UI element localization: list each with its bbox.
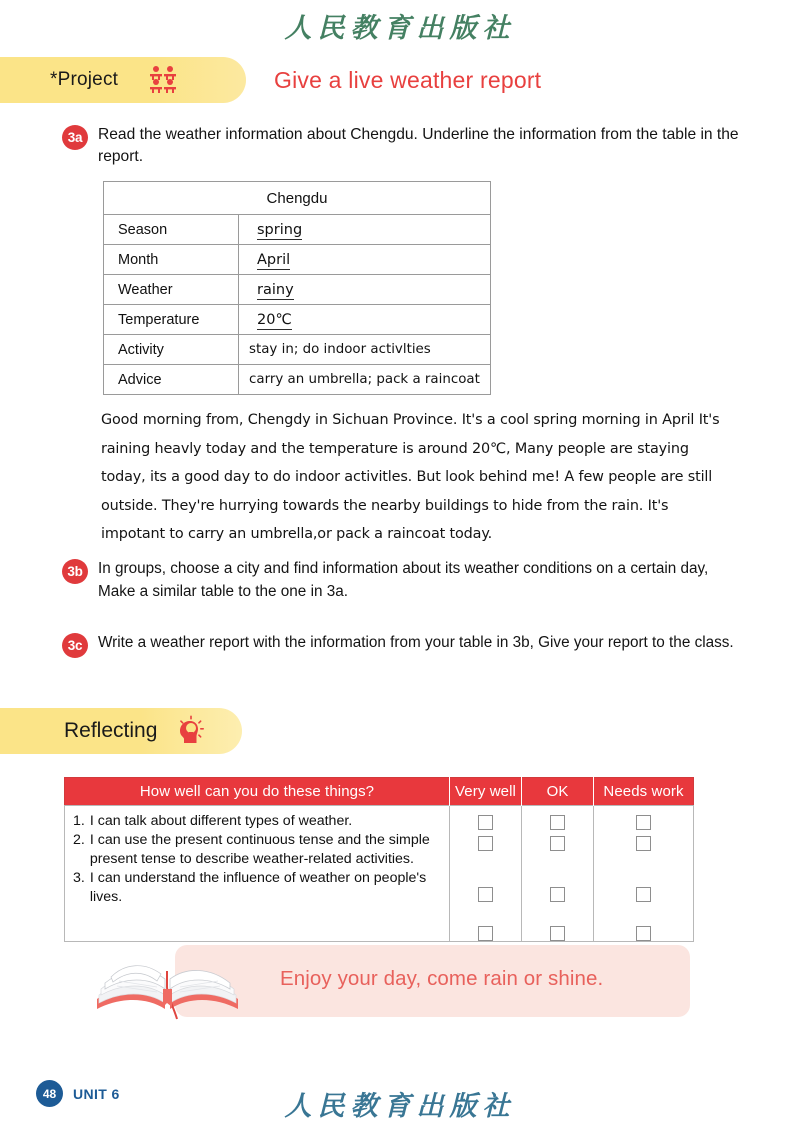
row-value: rainy xyxy=(239,275,491,305)
reflecting-label: Reflecting xyxy=(64,719,158,742)
head-lightbulb-icon xyxy=(175,715,205,747)
quote-text: Enjoy your day, come rain or shine. xyxy=(280,967,604,990)
row-value: stay in; do indoor activlties xyxy=(239,335,491,365)
checkbox-column-very-well xyxy=(450,806,522,942)
table-row xyxy=(104,335,491,365)
weather-report-paragraph: Good morning from, Chengdy in Sichuan Province. It's a cool spring morning in April It's raining heavly today and the temperature is around 20℃, Many people are staying today, its a good day to do indoor activitles. But look behind me! A few people are still outside. They're hurrying towards the nearby buildings to hide from the rain. It's impotant to carry an umbrella,or pack a raincoat today. xyxy=(101,412,720,543)
reflecting-table-body-row xyxy=(65,806,694,942)
header-question: How well can you do these things? xyxy=(65,778,450,806)
task-3b-text: In groups, choose a city and find information about its weather conditions on a certain day, Make a similar table to the one in 3a. xyxy=(98,560,709,600)
row-key: Activity xyxy=(104,335,239,365)
checkbox-ok-3[interactable] xyxy=(550,887,565,902)
project-title: Give a live weather report xyxy=(274,66,542,93)
unit-label: UNIT 6 xyxy=(73,1085,120,1102)
checkbox-very-well-3[interactable] xyxy=(478,887,493,902)
checkbox-needs-work-4[interactable] xyxy=(636,926,651,941)
list-item xyxy=(73,869,441,907)
checkbox-very-well-4[interactable] xyxy=(478,926,493,941)
task-badge-3c: 3c xyxy=(62,633,88,658)
reflecting-items-cell xyxy=(65,806,450,942)
checkbox-very-well-1[interactable] xyxy=(478,815,493,830)
project-label: *Project xyxy=(50,69,119,90)
item-number: 1. xyxy=(73,813,85,829)
table-row xyxy=(104,275,491,305)
row-key: Temperature xyxy=(104,305,239,335)
row-value: 20℃ xyxy=(239,305,491,335)
checkbox-needs-work-1[interactable] xyxy=(636,815,651,830)
page-number-badge: 48 xyxy=(36,1080,63,1107)
item-text: I can use the present continuous tense and the simple present tense to describe weather-related activities. xyxy=(89,832,430,868)
quote-banner xyxy=(130,945,690,1017)
row-value: carry an umbrella; pack a raincoat xyxy=(239,365,491,395)
row-key: Advice xyxy=(104,365,239,395)
item-text: I can talk about different types of weather. xyxy=(89,813,353,829)
project-pill xyxy=(0,57,246,103)
checkbox-column-needs-work xyxy=(594,806,694,942)
checkbox-ok-1[interactable] xyxy=(550,815,565,830)
header-needs-work: Needs work xyxy=(594,778,694,806)
publisher-watermark-top: 人民教育出版社 xyxy=(284,13,516,43)
list-item xyxy=(73,831,441,869)
table-row xyxy=(104,245,491,275)
table-row-title xyxy=(104,182,491,215)
table-row xyxy=(104,365,491,395)
chengdu-weather-table xyxy=(103,181,491,395)
task-badge-3b: 3b xyxy=(62,559,88,584)
reflecting-table-header-row xyxy=(65,778,694,806)
row-value: April xyxy=(239,245,491,275)
header-ok: OK xyxy=(522,778,594,806)
group-work-icon xyxy=(146,65,180,95)
checkbox-very-well-2[interactable] xyxy=(478,836,493,851)
task-3a-text: Read the weather information about Chengdu. Underline the information from the table in the report. xyxy=(98,126,739,166)
row-key: Weather xyxy=(104,275,239,305)
table-row xyxy=(104,215,491,245)
checkbox-needs-work-2[interactable] xyxy=(636,836,651,851)
reflecting-table xyxy=(64,777,694,942)
chengdu-table-title: Chengdu xyxy=(104,182,491,215)
task-3a xyxy=(62,124,742,168)
row-key: Season xyxy=(104,215,239,245)
table-row xyxy=(104,305,491,335)
header-very-well: Very well xyxy=(450,778,522,806)
list-item xyxy=(73,812,441,831)
task-3c-text: Write a weather report with the information from your table in 3b, Give your report to the class. xyxy=(98,634,734,651)
item-number: 2. xyxy=(73,832,85,849)
project-banner xyxy=(0,57,800,103)
row-key: Month xyxy=(104,245,239,275)
checkbox-needs-work-3[interactable] xyxy=(636,887,651,902)
item-number: 3. xyxy=(73,870,85,887)
checkbox-ok-4[interactable] xyxy=(550,926,565,941)
reflecting-banner xyxy=(0,708,242,754)
row-value: spring xyxy=(239,215,491,245)
task-badge-3a: 3a xyxy=(62,125,88,150)
checkbox-column-ok xyxy=(522,806,594,942)
task-3b xyxy=(62,558,742,604)
task-3c xyxy=(62,632,742,658)
checkbox-ok-2[interactable] xyxy=(550,836,565,851)
publisher-watermark-bottom: 人民教育出版社 xyxy=(284,1091,516,1121)
item-text: I can understand the influence of weather on people's lives. xyxy=(89,870,427,906)
